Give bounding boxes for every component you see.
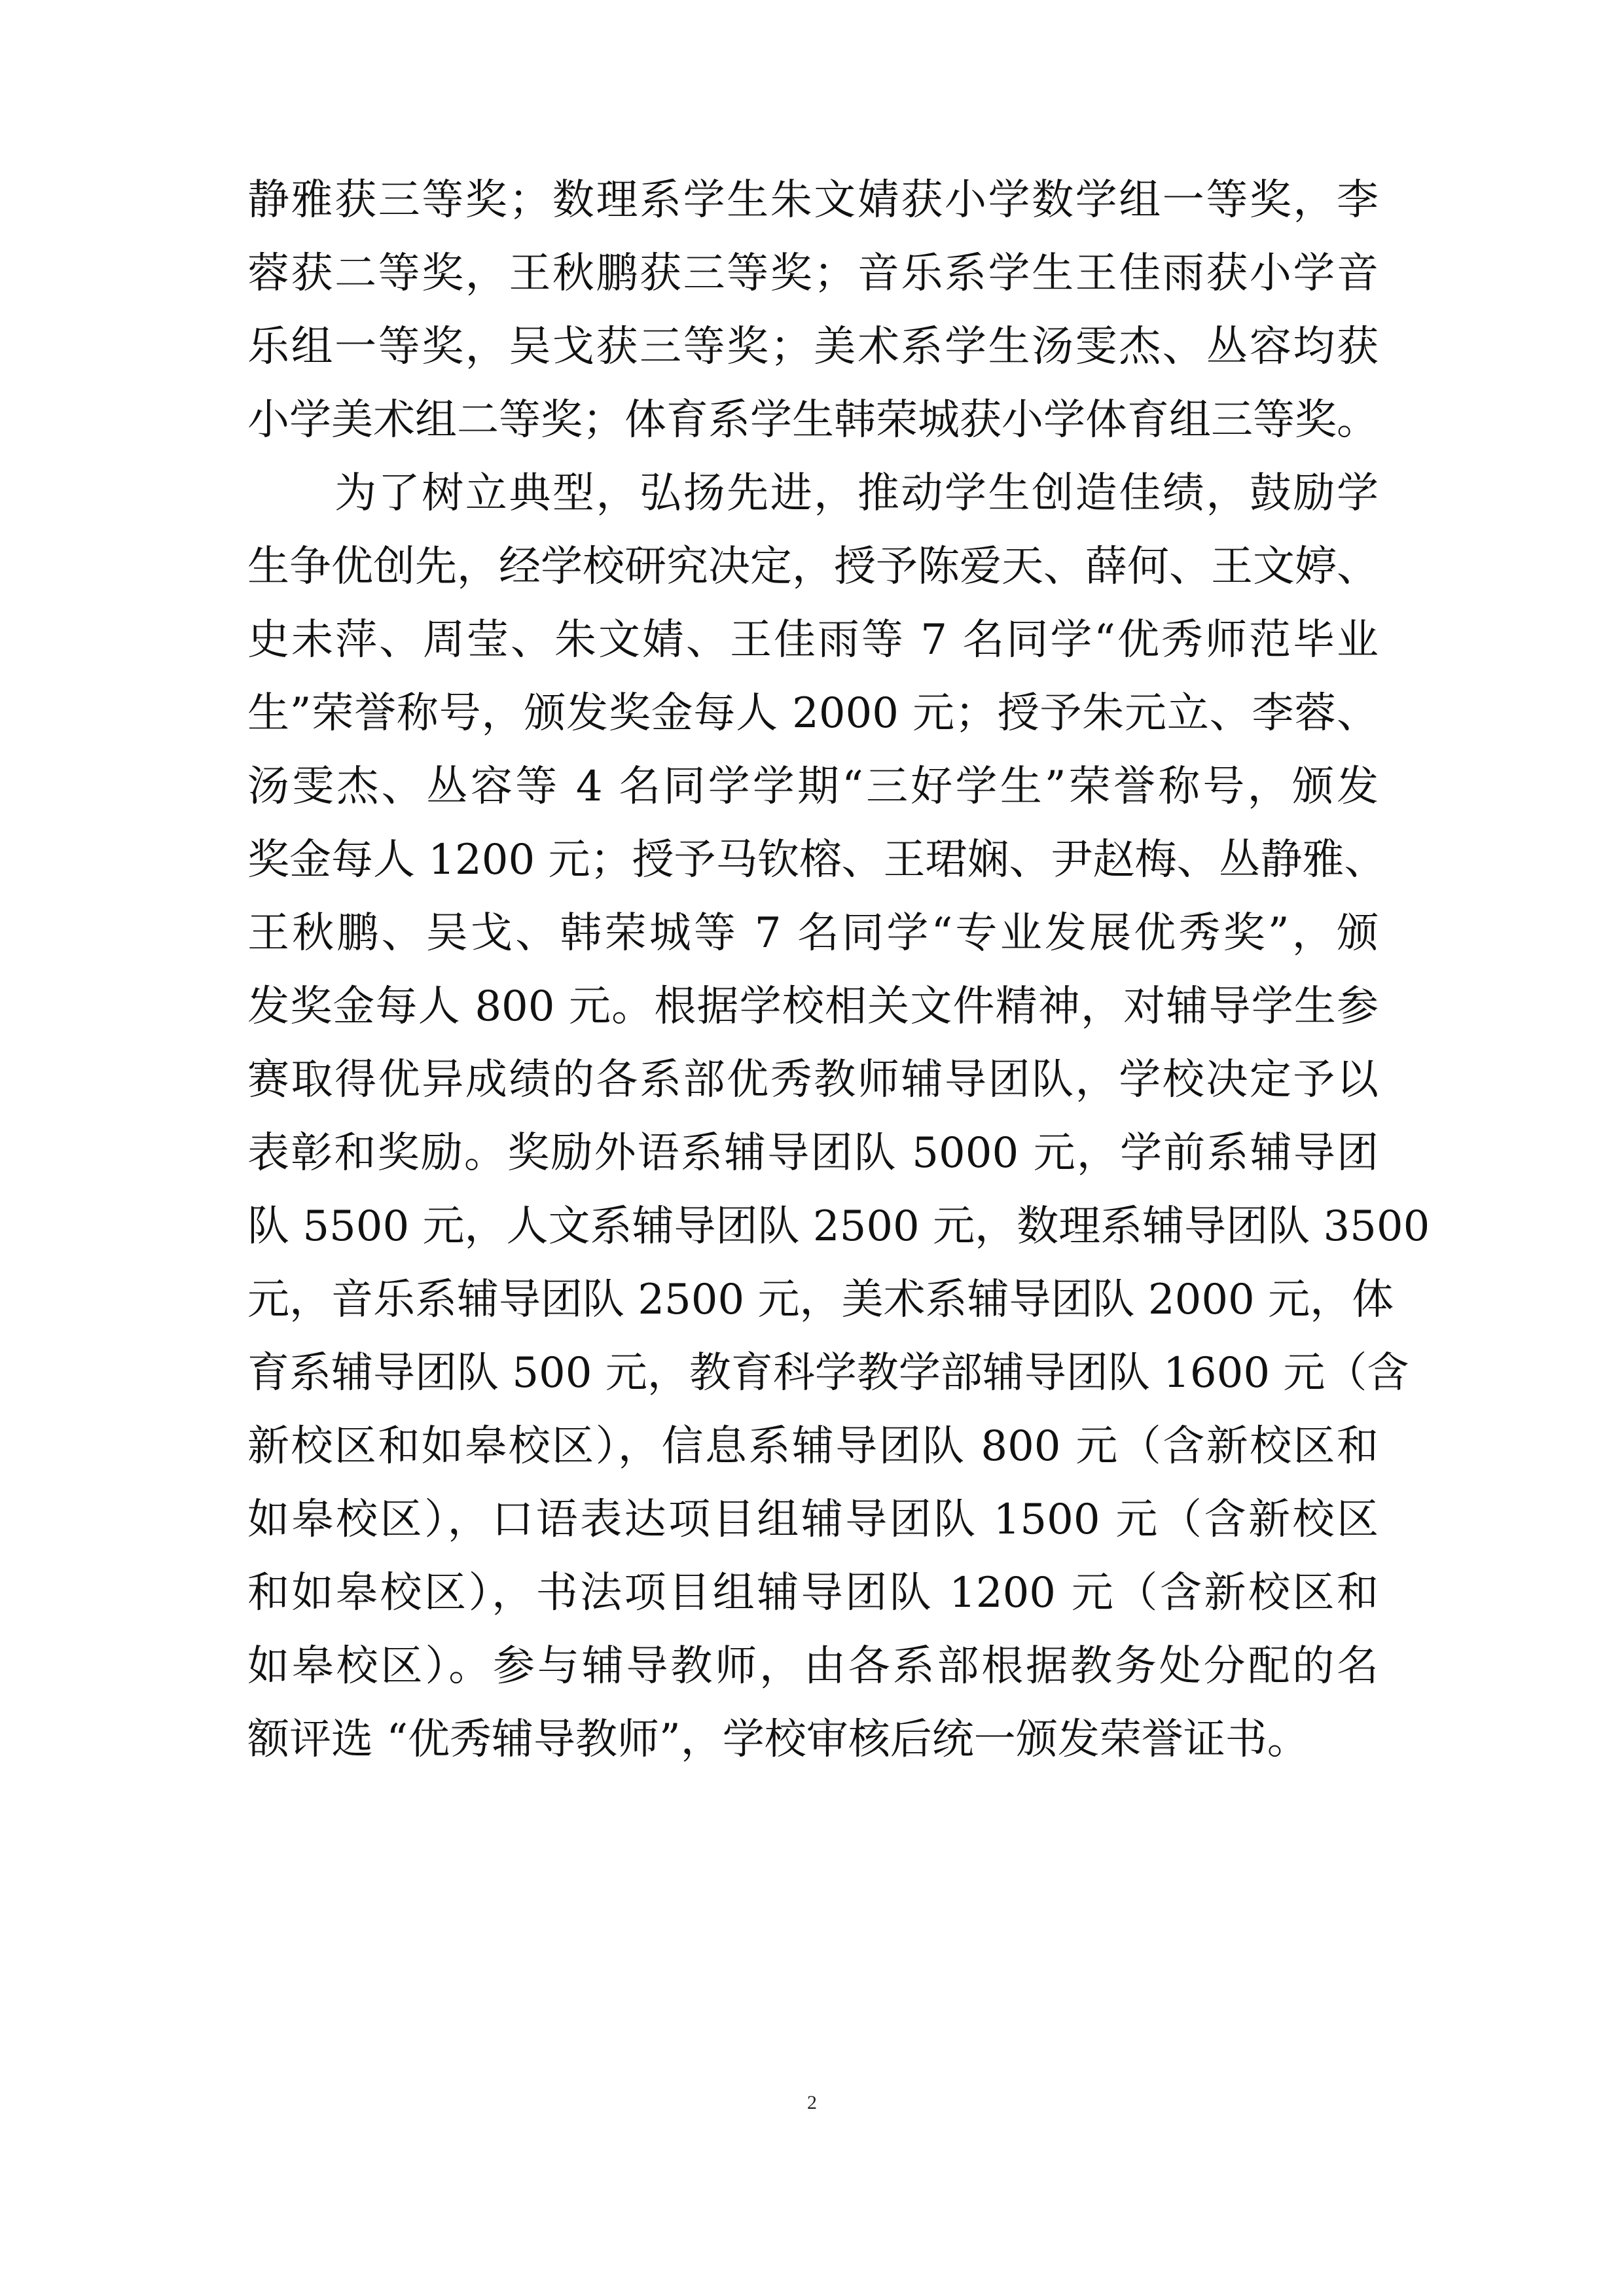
- text-line: 新校区和如皋校区），信息系辅导团队 800 元（含新校区和: [247, 1422, 1379, 1471]
- text-line: 史未萍、周莹、朱文婧、王佳雨等 7 名同学“优秀师范毕业: [247, 616, 1379, 664]
- text-line: 乐组一等奖，吴戈获三等奖；美术系学生汤雯杰、丛容均获: [247, 323, 1379, 371]
- text-line: 和如皋校区），书法项目组辅导团队 1200 元（含新校区和: [247, 1569, 1379, 1617]
- text-line: 王秋鹏、吴戈、韩荣城等 7 名同学“专业发展优秀奖”，颁: [247, 909, 1379, 958]
- text-line: 如皋校区），口语表达项目组辅导团队 1500 元（含新校区: [247, 1496, 1379, 1544]
- text-line: 如皋校区）。参与辅导教师，由各系部根据教务处分配的名: [247, 1642, 1379, 1691]
- page-number: 2: [807, 2092, 817, 2113]
- text-line: 汤雯杰、丛容等 4 名同学学期“三好学生”荣誉称号，颁发: [247, 762, 1379, 811]
- text-line: 生”荣誉称号，颁发奖金每人 2000 元；授予朱元立、李蓉、: [247, 689, 1379, 738]
- text-line: 奖金每人 1200 元；授予马钦榕、王珺娴、尹赵梅、丛静雅、: [247, 836, 1386, 884]
- text-line: 元，音乐系辅导团队 2500 元，美术系辅导团队 2000 元，体: [247, 1276, 1394, 1324]
- body-text: [247, 164, 1430, 1776]
- text-line: 育系辅导团队 500 元，教育科学教学部辅导团队 1600 元（含: [247, 1349, 1409, 1397]
- text-line: 小学美术组二等奖；体育系学生韩荣城获小学体育组三等奖。: [247, 396, 1379, 444]
- text-line: 额评选 “优秀辅导教师”，学校审核后统一颁发荣誉证书。: [247, 1715, 1309, 1764]
- text-line: 蓉获二等奖，王秋鹏获三等奖；音乐系学生王佳雨获小学音: [247, 249, 1379, 298]
- text-line: 发奖金每人 800 元。根据学校相关文件精神，对辅导学生参: [247, 982, 1379, 1031]
- text-line: 表彰和奖励。奖励外语系辅导团队 5000 元，学前系辅导团: [247, 1129, 1379, 1177]
- text-line: 队 5500 元，人文系辅导团队 2500 元，数理系辅导团队 3500: [247, 1202, 1430, 1251]
- text-line: 为了树立典型，弘扬先进，推动学生创造佳绩，鼓励学: [247, 469, 1379, 518]
- text-line: 赛取得优异成绩的各系部优秀教师辅导团队，学校决定予以: [247, 1056, 1379, 1104]
- text-line: 静雅获三等奖；数理系学生朱文婧获小学数学组一等奖，李: [247, 176, 1379, 224]
- text-line: 生争优创先，经学校研究决定，授予陈爱天、薛何、王文婷、: [247, 543, 1379, 591]
